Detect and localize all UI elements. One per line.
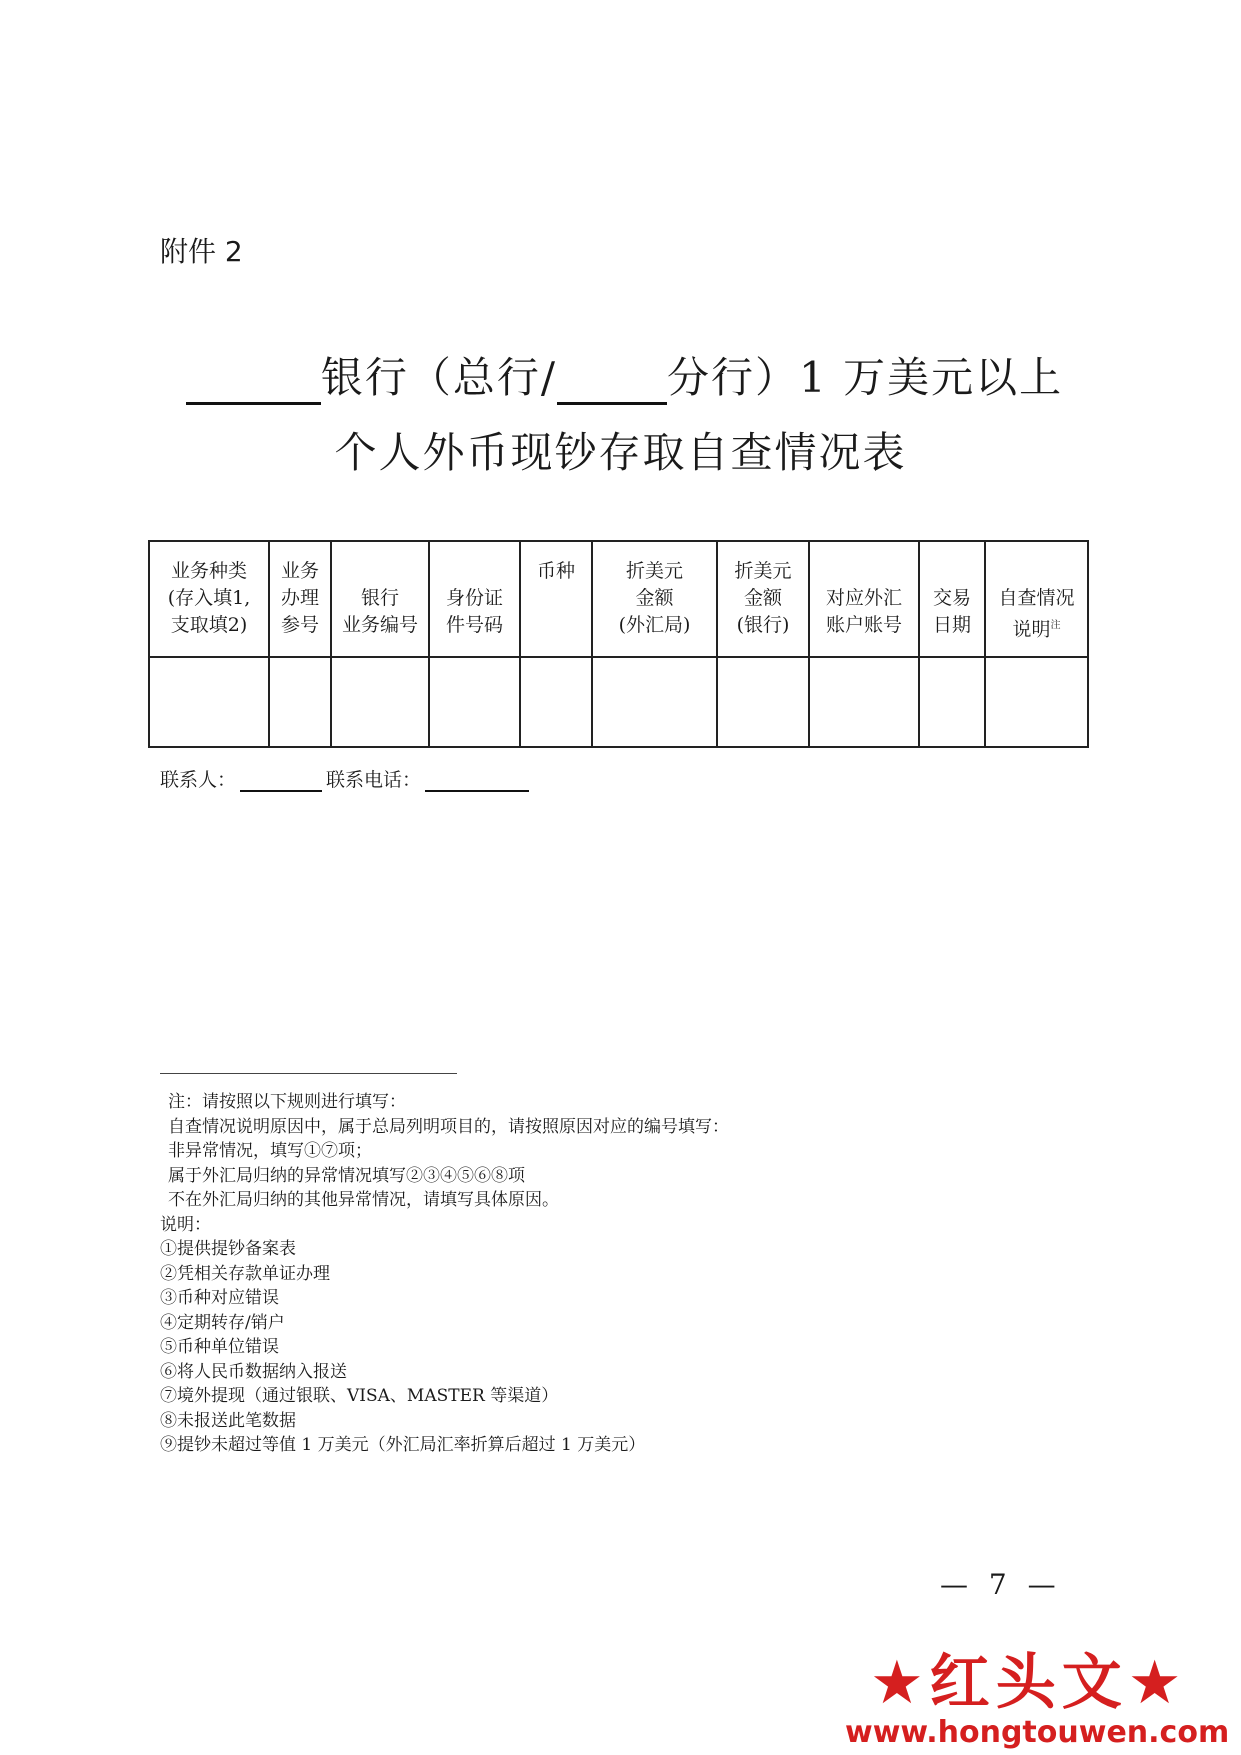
footnotes — [160, 1090, 729, 1458]
table-row — [149, 657, 1088, 747]
explain-item: ④定期转存/销户 — [160, 1312, 285, 1333]
explain-item: ②凭相关存款单证办理 — [160, 1263, 330, 1284]
watermark-url: www.hongtouwen.com — [845, 1715, 1230, 1750]
cell-trade-date[interactable] — [919, 657, 985, 747]
cell-usd-amount-safe[interactable] — [592, 657, 717, 747]
note-line: 属于外汇局归纳的异常情况填写②③④⑤⑥⑧项 — [168, 1165, 525, 1186]
contact-line — [160, 765, 529, 792]
footnote-divider — [160, 1073, 457, 1074]
footnote-mark: 注 — [1050, 620, 1061, 631]
note-line: 注：请按照以下规则进行填写： — [168, 1092, 406, 1112]
header-usd-amount-safe: 折美元 金额 (外汇局) — [592, 541, 717, 657]
note-line: 非异常情况，填写①⑦项； — [168, 1141, 372, 1161]
header-self-check-note: 自查情况 说明$^注$ — [985, 541, 1088, 657]
cell-usd-amount-bank[interactable] — [717, 657, 809, 747]
header-currency: 币种 — [520, 541, 592, 657]
cell-bank-business-no[interactable] — [331, 657, 429, 747]
explain-item: ⑤币种单位错误 — [160, 1337, 279, 1357]
title-line-2: 个人外币现钞存取自查情况表 — [334, 428, 907, 477]
header-trade-date: 交易 日期 — [919, 541, 985, 657]
contact-person-blank[interactable] — [240, 770, 322, 792]
note-line: 自查情况说明原因中，属于总局列明项目的，请按照原因对应的编号填写： — [168, 1116, 729, 1137]
header-reference-no: 业务 办理 参号 — [269, 541, 331, 657]
bank-name-blank[interactable] — [186, 362, 321, 405]
explain-item: ⑧未报送此笔数据 — [160, 1410, 296, 1431]
cell-reference-no[interactable] — [269, 657, 331, 747]
self-check-table — [148, 540, 1089, 748]
explain-item: ③币种对应错误 — [160, 1288, 279, 1308]
contact-phone-label: 联系电话： — [326, 769, 422, 791]
title-line-1 — [0, 345, 1241, 405]
header-id-number: 身份证 件号码 — [429, 541, 520, 657]
header-usd-amount-bank: 折美元 金额 (银行) — [717, 541, 809, 657]
attachment-label: 附件 2 — [160, 235, 243, 268]
cell-business-type[interactable] — [149, 657, 269, 747]
cell-id-number[interactable] — [429, 657, 520, 747]
cell-self-check-note[interactable] — [985, 657, 1088, 747]
contact-phone-blank[interactable] — [425, 770, 529, 792]
note-line: 不在外汇局归纳的其他异常情况，请填写具体原因。 — [168, 1190, 559, 1210]
cell-fx-account-no[interactable] — [809, 657, 919, 747]
header-business-type: 业务种类 (存入填1, 支取填2) — [149, 541, 269, 657]
watermark — [840, 1635, 1240, 1753]
title-line-1-part-1: 银行（总行/ — [320, 353, 558, 402]
branch-name-blank[interactable] — [557, 362, 667, 405]
cell-currency[interactable] — [520, 657, 592, 747]
page-number: — 7 — — [940, 1568, 1062, 1601]
header-fx-account-no: 对应外汇 账户账号 — [809, 541, 919, 657]
explain-item: ①提供提钞备案表 — [160, 1239, 296, 1259]
table-header-row — [149, 541, 1088, 657]
contact-person-label: 联系人： — [160, 769, 237, 791]
explain-item: ⑦境外提现（通过银联、VISA、MASTER 等渠道） — [160, 1386, 559, 1406]
watermark-text: ★红头文★ — [870, 1648, 1188, 1718]
title-line-1-part-2: 分行）1 万美元以上 — [667, 353, 1064, 402]
explain-item: ⑥将人民币数据纳入报送 — [160, 1361, 347, 1382]
header-bank-business-no: 银行 业务编号 — [331, 541, 429, 657]
explain-title: 说明： — [160, 1214, 211, 1235]
explain-item: ⑨提钞未超过等值 1 万美元（外汇局汇率折算后超过 1 万美元） — [160, 1435, 646, 1455]
